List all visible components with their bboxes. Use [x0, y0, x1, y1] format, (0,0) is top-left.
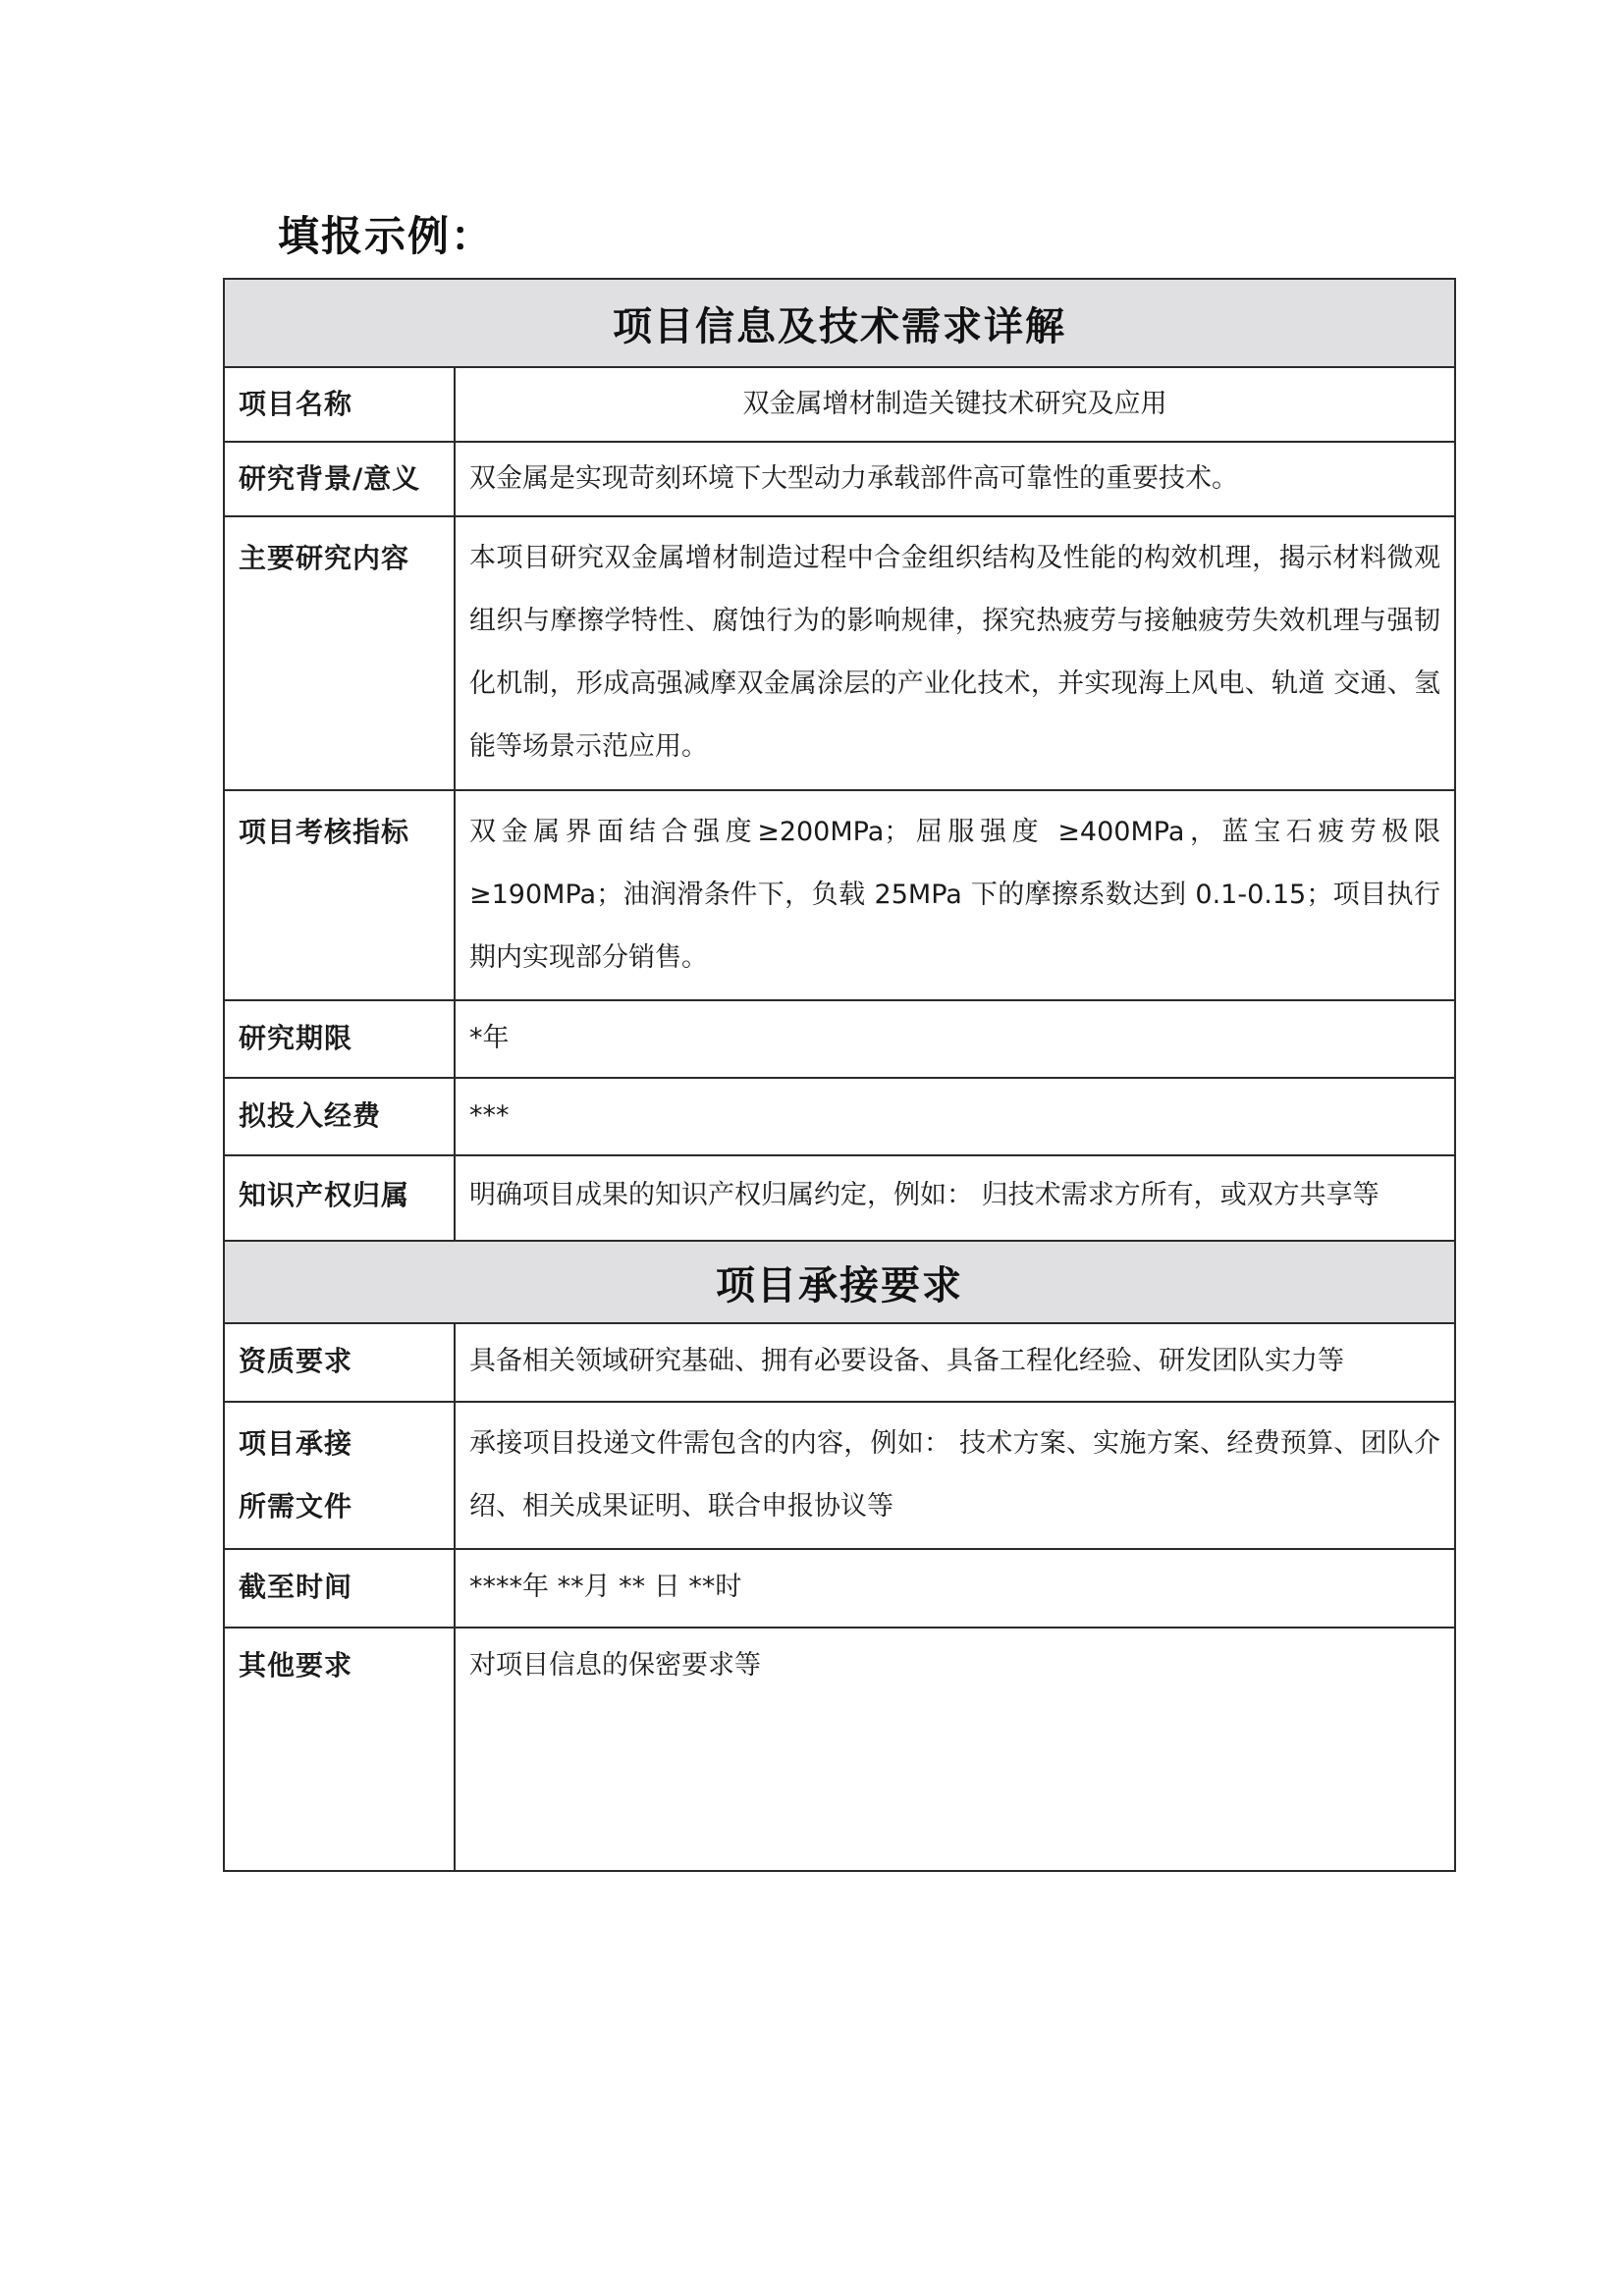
row-project-name — [224, 367, 1455, 442]
row-required-documents — [224, 1402, 1455, 1549]
label-other-requirements: 其他要求 — [224, 1628, 455, 1871]
label-required-documents — [224, 1402, 455, 1549]
section-title-requirements: 项目承接要求 — [224, 1241, 1455, 1323]
label-required-documents-line2: 所需文件 — [239, 1490, 353, 1522]
row-deadline — [224, 1549, 1455, 1628]
value-required-documents: 承接项目投递文件需包含的内容，例如： 技术方案、实施方案、经费预算、团队介绍、相关成果证明、联合申报协议等 — [455, 1402, 1455, 1549]
row-assessment-indicators — [224, 790, 1455, 1000]
project-form-table — [223, 278, 1456, 1872]
row-other-requirements — [224, 1628, 1455, 1871]
label-project-name: 项目名称 — [224, 367, 455, 442]
label-assessment-indicators: 项目考核指标 — [224, 790, 455, 1000]
label-research-background: 研究背景/意义 — [224, 442, 455, 516]
value-main-research-content: 本项目研究双金属增材制造过程中合金组织结构及性能的构效机理，揭示材料微观组织与摩擦学特性、腐蚀行为的影响规律，探究热疲劳与接触疲劳失效机理与强韧化机制，形成高强减摩双金属涂层的产业化技术，并实现海上风电、轨道 交通、氢能等场景示范应用。 — [455, 516, 1455, 790]
document-heading: 填报示例： — [278, 212, 495, 260]
row-ip-ownership — [224, 1155, 1455, 1241]
value-other-requirements: 对项目信息的保密要求等 — [455, 1628, 1455, 1871]
section-header-project-info — [224, 279, 1455, 367]
value-assessment-indicators: 双金属界面结合强度≥200MPa；屈服强度 ≥400MPa，蓝宝石疲劳极限≥190MPa；油润滑条件下，负载 25MPa 下的摩擦系数达到 0.1-0.15；项目执行期内实现部分销售。 — [455, 790, 1455, 1000]
value-research-background: 双金属是实现苛刻环境下大型动力承载部件高可靠性的重要技术。 — [455, 442, 1455, 516]
section-title-project-info: 项目信息及技术需求详解 — [224, 279, 1455, 367]
label-ip-ownership: 知识产权归属 — [224, 1155, 455, 1241]
section-header-requirements — [224, 1241, 1455, 1323]
value-project-name: 双金属增材制造关键技术研究及应用 — [455, 367, 1455, 442]
value-qualification: 具备相关领域研究基础、拥有必要设备、具备工程化经验、研发团队实力等 — [455, 1323, 1455, 1402]
label-planned-funding: 拟投入经费 — [224, 1078, 455, 1155]
row-research-period — [224, 1000, 1455, 1078]
label-qualification: 资质要求 — [224, 1323, 455, 1402]
value-ip-ownership: 明确项目成果的知识产权归属约定，例如： 归技术需求方所有，或双方共享等 — [455, 1155, 1455, 1241]
row-planned-funding — [224, 1078, 1455, 1155]
label-main-research-content: 主要研究内容 — [224, 516, 455, 790]
row-qualification — [224, 1323, 1455, 1402]
row-research-background — [224, 442, 1455, 516]
value-research-period: *年 — [455, 1000, 1455, 1078]
row-main-research-content — [224, 516, 1455, 790]
value-deadline: ****年 **月 ** 日 **时 — [455, 1549, 1455, 1628]
value-planned-funding: *** — [455, 1078, 1455, 1155]
label-required-documents-line1: 项目承接 — [239, 1427, 353, 1460]
label-research-period: 研究期限 — [224, 1000, 455, 1078]
label-deadline: 截至时间 — [224, 1549, 455, 1628]
